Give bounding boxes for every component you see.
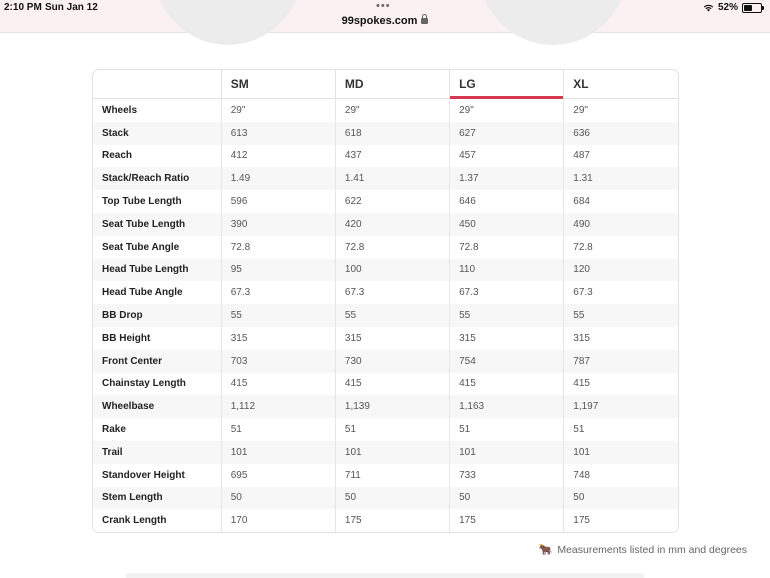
table-cell: 695 <box>221 464 335 487</box>
row-label: Reach <box>93 145 221 168</box>
table-cell: 51 <box>564 418 678 441</box>
row-label: Head Tube Length <box>93 259 221 282</box>
table-cell: 1.31 <box>564 167 678 190</box>
table-cell: 67.3 <box>221 281 335 304</box>
size-column-header[interactable]: SM <box>221 70 335 99</box>
table-cell: 415 <box>564 373 678 396</box>
geometry-table <box>92 69 679 533</box>
row-label: Front Center <box>93 350 221 373</box>
table-cell: 315 <box>221 327 335 350</box>
table-row <box>93 487 678 510</box>
header-empty <box>93 70 221 99</box>
table-row <box>93 509 678 532</box>
table-cell: 55 <box>335 304 449 327</box>
row-label: Seat Tube Length <box>93 213 221 236</box>
table-cell: 51 <box>450 418 564 441</box>
table-cell: 1.41 <box>335 167 449 190</box>
row-label: Standover Height <box>93 464 221 487</box>
table-cell: 437 <box>335 145 449 168</box>
bottom-strip <box>126 573 644 578</box>
table-cell: 72.8 <box>564 236 678 259</box>
table-row <box>93 327 678 350</box>
table-cell: 29" <box>221 99 335 122</box>
table-cell: 95 <box>221 259 335 282</box>
table-cell: 627 <box>450 122 564 145</box>
table-row <box>93 213 678 236</box>
table-cell: 50 <box>221 487 335 510</box>
status-bar <box>0 0 770 33</box>
row-label: Stem Length <box>93 487 221 510</box>
bike-icon: 🐂 <box>538 544 553 556</box>
row-label: Stack <box>93 122 221 145</box>
table-cell: 684 <box>564 190 678 213</box>
table-cell: 415 <box>335 373 449 396</box>
table-cell: 50 <box>335 487 449 510</box>
row-label: Crank Length <box>93 509 221 532</box>
table-cell: 51 <box>221 418 335 441</box>
table-cell: 55 <box>450 304 564 327</box>
table-cell: 55 <box>221 304 335 327</box>
table-cell: 733 <box>450 464 564 487</box>
table-cell: 450 <box>450 213 564 236</box>
row-label: Wheelbase <box>93 395 221 418</box>
table-row <box>93 259 678 282</box>
wifi-icon <box>703 3 714 12</box>
row-label: Head Tube Angle <box>93 281 221 304</box>
status-indicators <box>703 2 762 13</box>
table-cell: 596 <box>221 190 335 213</box>
table-row <box>93 236 678 259</box>
table-row <box>93 441 678 464</box>
table-cell: 170 <box>221 509 335 532</box>
table-header-row <box>93 70 678 99</box>
table-cell: 613 <box>221 122 335 145</box>
table-cell: 730 <box>335 350 449 373</box>
table-cell: 50 <box>450 487 564 510</box>
table-cell: 622 <box>335 190 449 213</box>
table-cell: 55 <box>564 304 678 327</box>
row-label: BB Drop <box>93 304 221 327</box>
table-row <box>93 373 678 396</box>
table-cell: 1.49 <box>221 167 335 190</box>
table-cell: 67.3 <box>335 281 449 304</box>
row-label: Chainstay Length <box>93 373 221 396</box>
table-cell: 1,139 <box>335 395 449 418</box>
table-cell: 646 <box>450 190 564 213</box>
size-column-header[interactable]: MD <box>335 70 449 99</box>
table-cell: 1.37 <box>450 167 564 190</box>
row-label: Stack/Reach Ratio <box>93 167 221 190</box>
table-cell: 415 <box>221 373 335 396</box>
lock-icon <box>421 18 428 24</box>
table-cell: 101 <box>450 441 564 464</box>
table-cell: 29" <box>335 99 449 122</box>
status-date: Sun Jan 12 <box>45 2 98 13</box>
table-row <box>93 190 678 213</box>
row-label: Rake <box>93 418 221 441</box>
row-label: Trail <box>93 441 221 464</box>
table-row <box>93 304 678 327</box>
table-cell: 787 <box>564 350 678 373</box>
table-cell: 29" <box>450 99 564 122</box>
table-row <box>93 395 678 418</box>
table-cell: 72.8 <box>335 236 449 259</box>
table-cell: 415 <box>450 373 564 396</box>
battery-icon <box>742 3 762 13</box>
table-cell: 50 <box>564 487 678 510</box>
table-cell: 420 <box>335 213 449 236</box>
size-column-header-active[interactable]: LG <box>450 70 564 99</box>
size-column-header[interactable]: XL <box>564 70 678 99</box>
table-row <box>93 350 678 373</box>
table-cell: 100 <box>335 259 449 282</box>
row-label: Wheels <box>93 99 221 122</box>
table-cell: 703 <box>221 350 335 373</box>
table-cell: 487 <box>564 145 678 168</box>
table-cell: 67.3 <box>450 281 564 304</box>
size-image-placeholder <box>153 0 303 45</box>
table-cell: 711 <box>335 464 449 487</box>
table-cell: 636 <box>564 122 678 145</box>
table-cell: 175 <box>564 509 678 532</box>
size-image-placeholder <box>478 0 628 45</box>
table-cell: 175 <box>335 509 449 532</box>
table-cell: 754 <box>450 350 564 373</box>
table-cell: 101 <box>564 441 678 464</box>
table-cell: 67.3 <box>564 281 678 304</box>
table-cell: 51 <box>335 418 449 441</box>
table-row <box>93 99 678 122</box>
table-cell: 315 <box>335 327 449 350</box>
table-cell: 72.8 <box>221 236 335 259</box>
table-cell: 1,197 <box>564 395 678 418</box>
table-row <box>93 122 678 145</box>
row-label: Top Tube Length <box>93 190 221 213</box>
table-row <box>93 167 678 190</box>
address-bar[interactable] <box>0 15 770 27</box>
table-cell: 101 <box>221 441 335 464</box>
table-row <box>93 418 678 441</box>
table-cell: 412 <box>221 145 335 168</box>
measurement-note-text: Measurements listed in mm and degrees <box>557 543 747 556</box>
table-cell: 175 <box>450 509 564 532</box>
row-label: BB Height <box>93 327 221 350</box>
table-cell: 1,163 <box>450 395 564 418</box>
table-cell: 101 <box>335 441 449 464</box>
measurement-note <box>539 543 747 556</box>
row-label: Seat Tube Angle <box>93 236 221 259</box>
table-row <box>93 281 678 304</box>
table-cell: 29" <box>564 99 678 122</box>
battery-percent: 52% <box>717 2 738 13</box>
table-cell: 315 <box>450 327 564 350</box>
url-text: 99spokes.com <box>341 15 418 27</box>
table-cell: 618 <box>335 122 449 145</box>
table-cell: 72.8 <box>450 236 564 259</box>
table-cell: 490 <box>564 213 678 236</box>
multitasking-dots-icon[interactable]: ••• <box>376 0 391 12</box>
table-cell: 315 <box>564 327 678 350</box>
table-cell: 748 <box>564 464 678 487</box>
table-cell: 457 <box>450 145 564 168</box>
table-cell: 1,112 <box>221 395 335 418</box>
table-row <box>93 145 678 168</box>
table-cell: 120 <box>564 259 678 282</box>
table-row <box>93 464 678 487</box>
status-time: 2:10 PM <box>4 2 42 13</box>
table-cell: 390 <box>221 213 335 236</box>
table-cell: 110 <box>450 259 564 282</box>
